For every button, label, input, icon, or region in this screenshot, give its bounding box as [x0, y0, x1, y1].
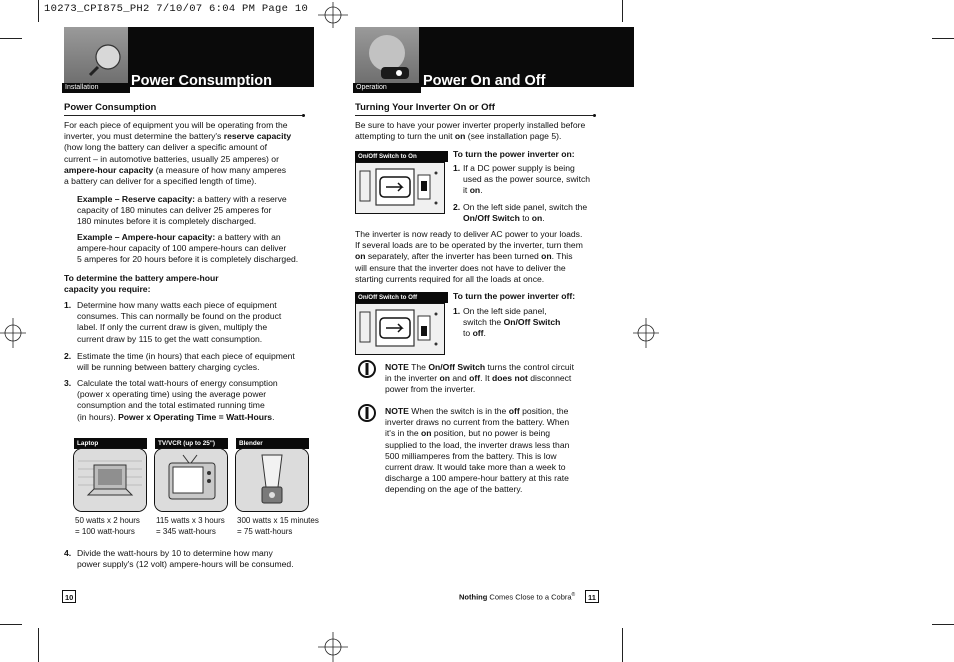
crop-mark — [932, 38, 954, 39]
switch-photo-icon — [355, 27, 419, 83]
page-number: 10 — [62, 590, 76, 603]
inverter-panel-icon — [356, 163, 444, 213]
switch-on-figure — [355, 162, 445, 214]
laptop-icon — [74, 449, 146, 511]
section-tab: Operation — [353, 83, 421, 93]
step-number: 1. — [453, 306, 461, 316]
step-4: Divide the watt-hours by 10 to determine how many power supply's (12 volt) ampere-hours will be consumed. — [77, 548, 294, 570]
step-3: Calculate the total watt-hours of energy consumption (power x operating time) using the average power consumption and the total estimated running time (in hours). Power x Operating Time = Watt-Hours. — [77, 378, 278, 422]
registration-mark-icon — [318, 632, 348, 662]
bullet-dot-icon — [302, 114, 305, 117]
bullet-dot-icon — [593, 114, 596, 117]
crop-mark — [622, 628, 623, 662]
registration-mark-icon — [633, 318, 659, 348]
crop-mark — [932, 624, 954, 625]
blender-icon — [236, 449, 308, 511]
example-ampere-hour: Example – Ampere-hour capacity: a battery with an ampere-hour capacity of 100 ampere-hours can deliver 5 amperes for 20 hours before it is completely discharged. — [77, 232, 299, 265]
figure-caption: 50 watts x 2 hours = 100 watt-hours — [75, 516, 140, 537]
sub-heading: Power Consumption — [64, 102, 157, 113]
example-reserve: Example – Reserve capacity: a battery with a reserve capacity of 180 minutes can deliver 25 amperes for 180 minutes before it is completely discharged. — [77, 194, 287, 227]
laptop-figure — [73, 448, 147, 512]
step-number: 3. — [64, 378, 72, 388]
off-heading: To turn the power inverter off: — [453, 291, 576, 301]
blender-figure — [235, 448, 309, 512]
heading-rule — [64, 115, 305, 116]
figure-caption: 115 watts x 3 hours = 345 watt-hours — [156, 516, 225, 537]
on-step-1: If a DC power supply is being used as the power source, switch it on. — [463, 163, 591, 196]
page-number: 11 — [585, 590, 599, 603]
intro-paragraph: For each piece of equipment you will be operating from the inverter, you must determine the battery's reserve capacity (how long the battery can deliver a specific amount of current – in automotive batteries, usually 25 amperes) or ampere-hour capacity (a measure of how many amperes a battery can deliver for a specified length of time). — [64, 120, 292, 187]
header-photo — [355, 27, 419, 83]
crop-mark — [0, 624, 22, 625]
figure-label: Blender — [236, 438, 309, 449]
determine-heading: To determine the battery ampere-hour capacity you require: — [64, 273, 219, 295]
note-icon — [357, 359, 377, 379]
heading-rule — [355, 115, 595, 116]
on-heading: To turn the power inverter on: — [453, 149, 575, 159]
magnifier-icon — [64, 27, 128, 83]
off-step-1: On the left side panel, switch the On/Off Switch to off. — [463, 306, 561, 339]
ready-paragraph: The inverter is now ready to deliver AC power to your loads. If several loads are to be operated by the inverter, turn them on separately, after the inverter has been turned on. This will ensure that the inverter does not have to deliver the starting currents required for all the loads at once. — [355, 229, 583, 284]
figure-label: On/Off Switch to On — [355, 151, 448, 162]
figure-label: Laptop — [74, 438, 147, 449]
printer-slug: 10273_CPI875_PH2 7/10/07 6:04 PM Page 10 — [44, 3, 309, 15]
crop-mark — [0, 38, 22, 39]
header-photo — [64, 27, 128, 83]
registration-mark-icon — [0, 318, 26, 348]
registration-mark-icon — [318, 2, 348, 28]
note-1: NOTE The On/Off Switch turns the control circuit in the inverter on and off. It does not disconnect power from the inverter. — [385, 362, 574, 395]
note-icon — [357, 403, 377, 423]
crop-mark — [38, 628, 39, 662]
section-tab: Installation — [62, 83, 130, 93]
figure-label: On/Off Switch to Off — [355, 292, 448, 303]
crop-mark — [38, 0, 39, 22]
page-title: Power On and Off — [423, 73, 546, 89]
tv-figure — [154, 448, 228, 512]
step-2: Estimate the time (in hours) that each piece of equipment will be running between battery charging cycles. — [77, 351, 295, 373]
page-title: Power Consumption — [131, 73, 272, 89]
switch-off-figure — [355, 303, 445, 355]
step-number: 2. — [64, 351, 72, 361]
step-number: 4. — [64, 548, 72, 558]
on-step-2: On the left side panel, switch the On/Off Switch to on. — [463, 202, 588, 224]
television-icon — [155, 449, 227, 511]
sub-heading: Turning Your Inverter On or Off — [355, 102, 495, 113]
step-number: 2. — [453, 202, 461, 212]
figure-label: TV/VCR (up to 25") — [155, 438, 228, 449]
note-2: NOTE When the switch is in the off position, the inverter draws no current from the battery. When it's in the on position, but no power is being supplied to the load, the inverter draws less than 500 milliamperes from the battery. This is low current draw. It would take more than a week to discharge a 100 ampere-hour battery at this rate depending on the age of the battery. — [385, 406, 570, 495]
crop-mark — [622, 0, 623, 22]
inverter-panel-icon — [356, 304, 444, 354]
step-number: 1. — [64, 300, 72, 310]
figure-caption: 300 watts x 15 minutes = 75 watt-hours — [237, 516, 319, 537]
intro-paragraph: Be sure to have your power inverter properly installed before attempting to turn the unit on (see installation page 5). — [355, 120, 586, 142]
step-1: Determine how many watts each piece of equipment consumes. This can normally be found on the product label. If only the current draw is given, multiply the current draw by 115 to get the watt consumption. — [77, 300, 282, 344]
step-number: 1. — [453, 163, 461, 173]
footer-tagline: Nothing Comes Close to a Cobra® — [459, 592, 576, 602]
